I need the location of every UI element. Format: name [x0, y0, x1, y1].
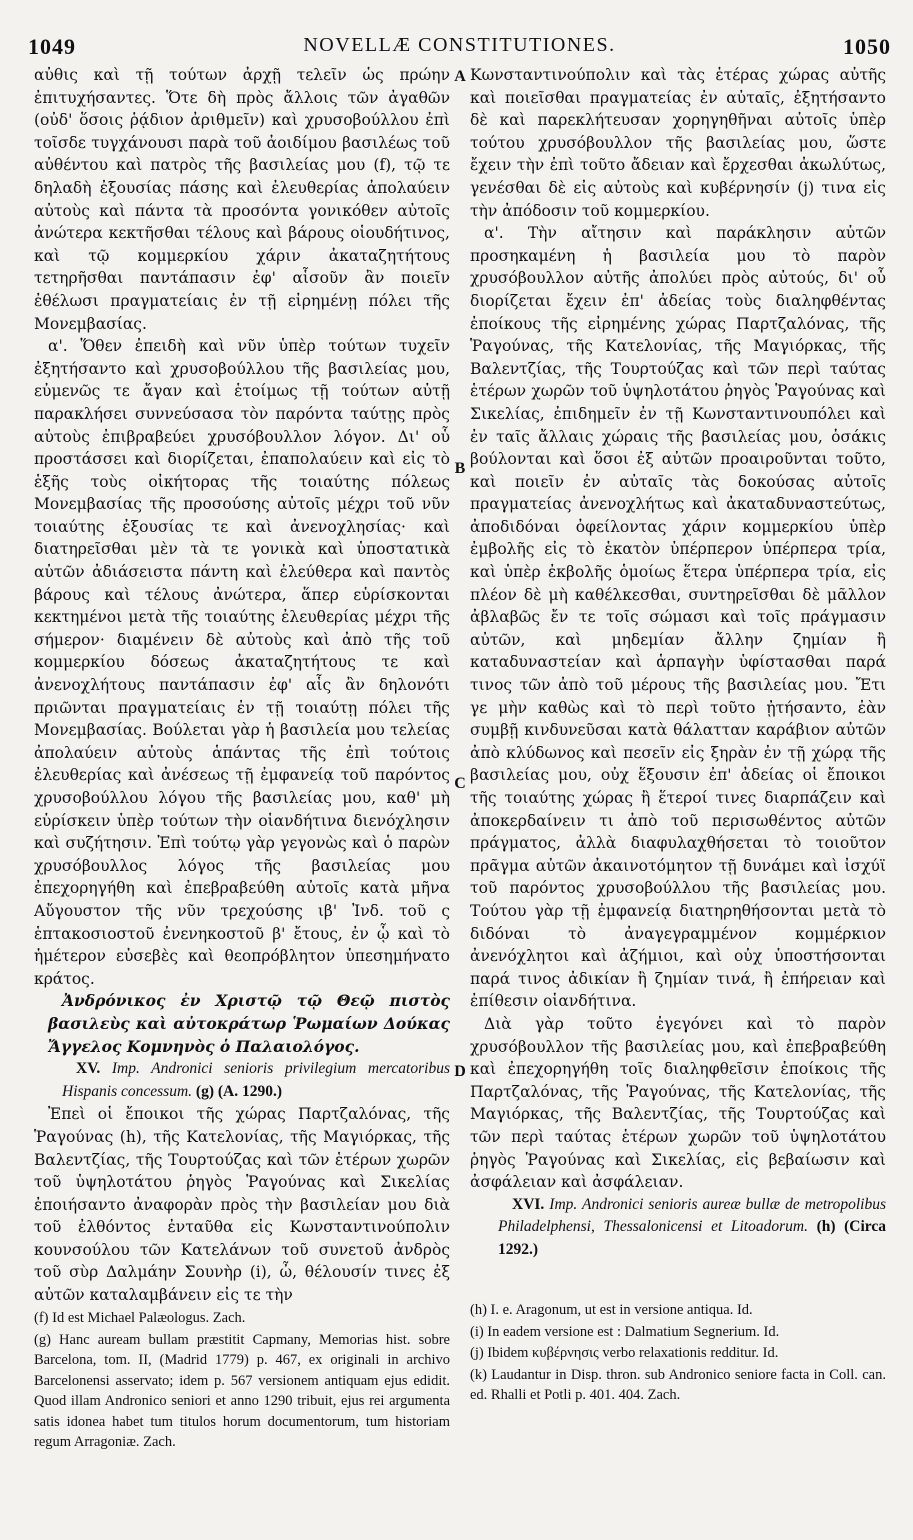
left-paragraph-1: αὐθις καὶ τῇ τούτων ἀρχῇ τελεῖν ὡς πρώην ἐπιτυχήσαντες. Ὅτε δὴ πρὸς ἄλλοις τῶν ἀγαθῶν (οὐδ' ὅσοις ῥᾴδιον ἀριθμεῖν) καὶ χρυσοβούλλου ἐπὶ τοῖσδε τυγχάνουσι παρὰ τοῦ ἀοιδίμου βασιλέως τοῦ αὐθέντου καὶ πατρὸς τῆς βασιλείας μου (f), τῷ τε δηλαδὴ ἐξουσίας πάσης καὶ ἐλευθερίας ἀπολαύειν αὐτοὺς καὶ πάντα τὰ προσόντα γονικόθεν αὐτοῖς ἀνώτερα κεκτῆσθαι τέλους καὶ βάρους οἱουδήτινος, καὶ τῷ κομμερκίου χάριν ἀκαταζητήτους τετηρῆσθαι παντάπασιν ἐφ' αἷσοῦν ἂν ποιεῖν ἐθέλωσι πραγματείαις ἐν τῇ εἰρημένῃ πόλει τῆς Μονεμβασίας.: [34, 66, 450, 333]
right-footnotes: [470, 1300, 886, 1407]
margin-letter-d: D: [454, 1063, 466, 1080]
left-paragraph-2: α'. Ὅθεν ἐπειδὴ καὶ νῦν ὑπὲρ τούτων τυχεῖν ἐξητήσαντο καὶ χρυσοβούλλου τῆς βασιλείας μου, εὐμενῶς τε ἄγαν καὶ ἑτοίμως τῇ τούτων αὐτῇ παρακλήσει συννεύσασα τὸν παρόντα ταύτῃς πρὸς αὐτοὺς ἐπιβραβεύει χρυσόβουλλον λόγον. Δι' οὗ προστάσσει καὶ διορίζεται, ἐπαπολαύειν καὶ εἰς τὸ ἑξῆς τοὺς οἰκήτορας τῆς τοιαύτης πόλεως Μονεμβασίας τῆς προσούσης αὐτοῖς μέχρι τοῦ νῦν τοιαύτης ἐξουσίας τε καὶ ἀνενοχλησίας· καὶ διατηρεῖσθαι μὲν τὰ τε γονικὰ καὶ ὑποστατικὰ αὐτῶν ἀδιάσειστα πάντη καὶ ἐλεύθερα καὶ παντὸς βάρους καὶ τέλους ἀνώτερα, ἅπερ εὑρίσκονται κεκτημένοι μετὰ τῆς τοιαύτης ἐλευθερίας μέχρι τῆς σήμερον· διαμένειν δὲ αὐτοὺς καὶ ἀπὸ τῆς τοῦ κομμερκίου δόσεως ἀκαταζητήτους τε καὶ ἀνενοχλήτους παντάπασιν ἐφ' αἷς ἂν δηλονότι πριῶνται πραγματείαις ἐν τῇ τοιαύτῃ πόλει τῆς Μονεμβασίας. Βούλεται γὰρ ἡ βασιλεία μου τελείας ἀπολαύειν αὐτοὺς ἁπάντας τῆς ἐπὶ τούτοις ἐλευθερίας καὶ ἀνέσεως τῇ ἐμφανείᾳ τοῦ παρόντος χρυσοβούλλου λόγου τῆς βασιλείας μου, καθ' μὴ εὑρίσκειν ὑπὲρ τούτων τὴν οἱανδήτινα διενόχλησιν καὶ συζήτησιν. Ἐπὶ τούτῳ γὰρ γεγονὼς καὶ ὁ παρὼν χρυσόβουλλος λόγος τῆς βασιλείας μου ἐπεχορηγήθη καὶ ἐπεβραβεύθη αὐτοῖς κατὰ μῆνα Αὔγουστον τῆς νῦν τρεχούσης ιβ' Ἰνδ. τοῦ ς ἑπτακοσιοστοῦ ἐνενηκοστοῦ β' ἔτους, ἐν ᾧ καὶ τὸ ἡμέτερον εὐσεβὲς καὶ θεοπρόβλητον ὑπεσημήνατο κράτος.: [34, 337, 450, 988]
footnote-k: (k) Laudantur in Disp. thron. sub Andronico seniore facta in Coll. can. ed. Rhalli et Potli p. 401. 404. Zach.: [470, 1366, 886, 1403]
margin-letter-b: B: [454, 460, 466, 477]
page-number-left: 1049: [28, 34, 76, 59]
running-header: [28, 34, 891, 62]
page-number-right: 1050: [843, 34, 891, 59]
footnote-f: (f) Id est Michael Palæologus. Zach.: [34, 1310, 246, 1326]
right-paragraph-3: Διὰ γὰρ τοῦτο ἐγεγόνει καὶ τὸ παρὸν χρυσόβουλλον τῆς βασιλείας μου, καὶ ἐπεβραβεύθη καὶ ἐπεχορηγήθη τοῖς διαληφθεῖσιν ἐποίκοις τῆς Παρτζαλόνας, τῆς Ῥαγούνας, τῆς Κατελονίας, τῆς Μαγιόρκας, τῆς Βαλεντζίας, τῆς Τουρτούζας καὶ τῶν περὶ ταύτας ἑτέρων χωρῶν τοῦ ὑψηλοτάτου ῥηγὸς Ῥαγούνας καὶ Σικελίας, εἰς βεβαίωσιν καὶ ἀσφάλειαν καὶ ἀσφάλειαν.: [470, 1014, 886, 1192]
footnote-j: (j) Ibidem κυβέρνησις verbo relaxationis redditur. Id.: [470, 1345, 779, 1361]
right-paragraph-2: α'. Τὴν αἴτησιν καὶ παράκλησιν αὐτῶν προσηκαμένη ἡ βασιλεία μου τὸ παρὸν χρυσόβουλλον αὐτῆς ἀπολύει πρὸς αὐτούς, δι' οὗ διορίζεται ἔχειν ἐπ' ἀδείας τοὺς διαληφθέντας ἐποίκους τῆς εἰρημένης χώρας Παρτζαλόνας, τῆς Ῥαγούνας, τῆς Κατελονίας, τῆς Μαγιόρκας, τῆς Βαλεντζίας, τῆς Τουρτούζας καὶ τῶν περὶ ταύτας ἑτέρων χωρῶν τοῦ ὑψηλοτάτου ῥηγὸς Ῥαγούνας καὶ Σικελίας, ἐπιδημεῖν ἐν τῇ Κωνσταντινουπόλει καὶ ἐν ταῖς ἄλλαις χώραις τῆς βασιλείας μου, ὁσάκις βούλονται καὶ ὅσοι ἐξ αὐτῶν προαιροῦνται τοῦτο, καὶ ποιεῖν ἐν αὐταῖς τὰς δοκούσας αὐτοῖς πραγματείας ἀνενοχλήτως καὶ ἀκαταδυναστεύτως, ἀποδιδόναι ὀφείλοντας χάριν κομμερκίου ὑπὲρ ἐμβολῆς εἰς τὸ ἑκατὸν ὑπέρπερον ὑπέρπερα τρία, καὶ ὑπὲρ ἐκβολῆς ὁμοίως ἕτερα ὑπέρπερα τρία, εἰς πλέον δὲ μὴ καθέλκεσθαι, συντηρεῖσθαι δὲ μᾶλλον ἀβλαβῶς ἔν τε τοῖς σώμασι καὶ τοῖς πράγμασιν αὐτῶν, καὶ μηδεμίαν ἄλλην ζημίαν ἢ καταδυναστείαν καὶ ἁρπαγὴν ὑφίστασθαι παρά τινος τῶν ἀπὸ τοῦ μέρους τῆς βασιλείας μου. Ἔτι γε μὴν καθὼς καὶ τὸ περὶ τοῦτο ᾐτήσαντο, ἐὰν συμβῇ κινδυνεῦσαι κατὰ θάλατταν καράβιον αὐτῶν ἀπὸ κλύδωνος καὶ πεσεῖν εἰς ξηρὰν ἐν τῇ χώρᾳ τῆς βασιλείας μου, οὐχ ἕξουσιν ἐπ' ἀδείας οἱ ἔποικοι τῆς τοιαύτης χώρας ἢ ἕτεροί τινες διαρπάζειν καὶ ἀποκερδαίνειν τι ἀπὸ τοῦ περισωθέντος αὐτῶν πράγματος, ἀλλὰ διαφυλαχθήσεται τὸ τοιοῦτον πρᾶγμα αὐτῶν ἀκαινοτόμητον τῇ δυνάμει καὶ ἰσχύϊ τοῦ παρόντος χρυσοβούλλου τῆς βασιλείας μου. Τούτου γὰρ τῇ ἐμφανείᾳ διατηρηθήσονται μετὰ τὸ διδόναι τὸ ἀναγεγραμμένον κομμέρκιον ἀνενόχλητοι καὶ ἀζήμιοι, καὶ οὐχ ὑποστήσονται παρά τινος ἀδικίαν ἢ ζημίαν τινά, ἢ ἐπήρειαν καὶ ἐπίθεσιν οἱανδήτινα.: [470, 224, 886, 1011]
running-title: NOVELLÆ CONSTITUTIONES.: [303, 34, 616, 56]
section-number: XV.: [76, 1060, 101, 1078]
imperial-signature: Ἀνδρόνικος ἐν Χριστῷ τῷ Θεῷ πιστὸς βασιλεὺς καὶ αὐτοκράτωρ Ῥωμαίων Δούκας Ἄγγελος Κομνηνὸς ὁ Παλαιολόγος.: [48, 991, 450, 1056]
section-number: XVI.: [512, 1195, 545, 1213]
left-footnotes: [34, 1308, 450, 1454]
margin-letter-a: A: [454, 68, 466, 85]
footnote-h: (h) I. e. Aragonum, ut est in versione antiqua. Id.: [470, 1302, 753, 1318]
right-paragraph-1: Κωνσταντινούπολιν καὶ τὰς ἑτέρας χώρας αὐτῆς καὶ ποιεῖσθαι πραγματείας ἐν αὐταῖς, ἐξητήσαντο δὲ καὶ παρεκλήτευσαν χορηγηθῆναι αὐτοῖς ὑπὲρ τούτου χρυσόβουλλον τῆς βασιλείας μου, ὥστε ἔχειν τὴν ἐπὶ τοῦτο ἄδειαν καὶ ἔρχεσθαι ἀκωλύτως, γενέσθαι δὲ εἰς αὐτοὺς καὶ κυβέρνησίν (j) τινα εἰς τὴν ἀπόδοσιν τοῦ κομμερκίου.: [470, 66, 886, 220]
section-date: (h) (Circa 1292.): [498, 1218, 887, 1258]
footnote-g: (g) Hanc auream bullam præstitit Capmany, Memorias hist. sobre Barcelona, tom. II, (Madrid 1779) p. 467, ex originali in archivo Barcelonensi asservato; idem p. 567 versionem antiquam ejus edidit. Quod illam Andronico seniori et anno 1290 tribuit, ejus rei argumenta satis idonea habet tum titulos horum documentorum, tum historiam regum Arragoniæ. Zach.: [34, 1331, 450, 1450]
footnote-i: (i) In eadem versione est : Dalmatium Segnerium. Id.: [470, 1323, 780, 1340]
left-column: [34, 64, 450, 1307]
section-heading-xv: [34, 1058, 450, 1103]
margin-letter-c: C: [454, 775, 466, 792]
left-paragraph-3: Ἐπεὶ οἱ ἔποικοι τῆς χώρας Παρτζαλόνας, τῆς Ῥαγούνας (h), τῆς Κατελονίας, τῆς Μαγιόρκας, τῆς Βαλεντζίας, τῆς Τουρτούζας καὶ τῶν ἑτέρων χωρῶν τοῦ ὑψηλοτάτου ῥηγὸς Ῥαγούνας καὶ Σικελίας ἐποιήσαντο ἀναφορὰν πρὸς τὴν βασιλείαν μου διὰ τοῦ ἐλθόντος ἐνταῦθα εἰς Κωνσταντινούπολιν κουνσούλου τῶν Κατελάνων τοῦ συνετοῦ ἀνδρὸς τοῦ σὺρ Δαλμάην Σουνὴρ (i), ὦ, θέλουσίν τινες ἐξ αὐτῶν καταλαμβάνειν εἰς τε τὴν: [34, 1105, 450, 1305]
right-column: [470, 64, 886, 1261]
section-heading-xvi: [470, 1194, 886, 1262]
section-title: Imp. Andronici senioris aureæ bullæ de metropolibus Philadelphensi, Thessalonicensi et Litoadorum.: [498, 1195, 886, 1236]
section-date: (g) (A. 1290.): [195, 1082, 282, 1100]
section-title: Imp. Andronici senioris privilegium mercatoribus Hispanis concessum.: [62, 1060, 450, 1100]
